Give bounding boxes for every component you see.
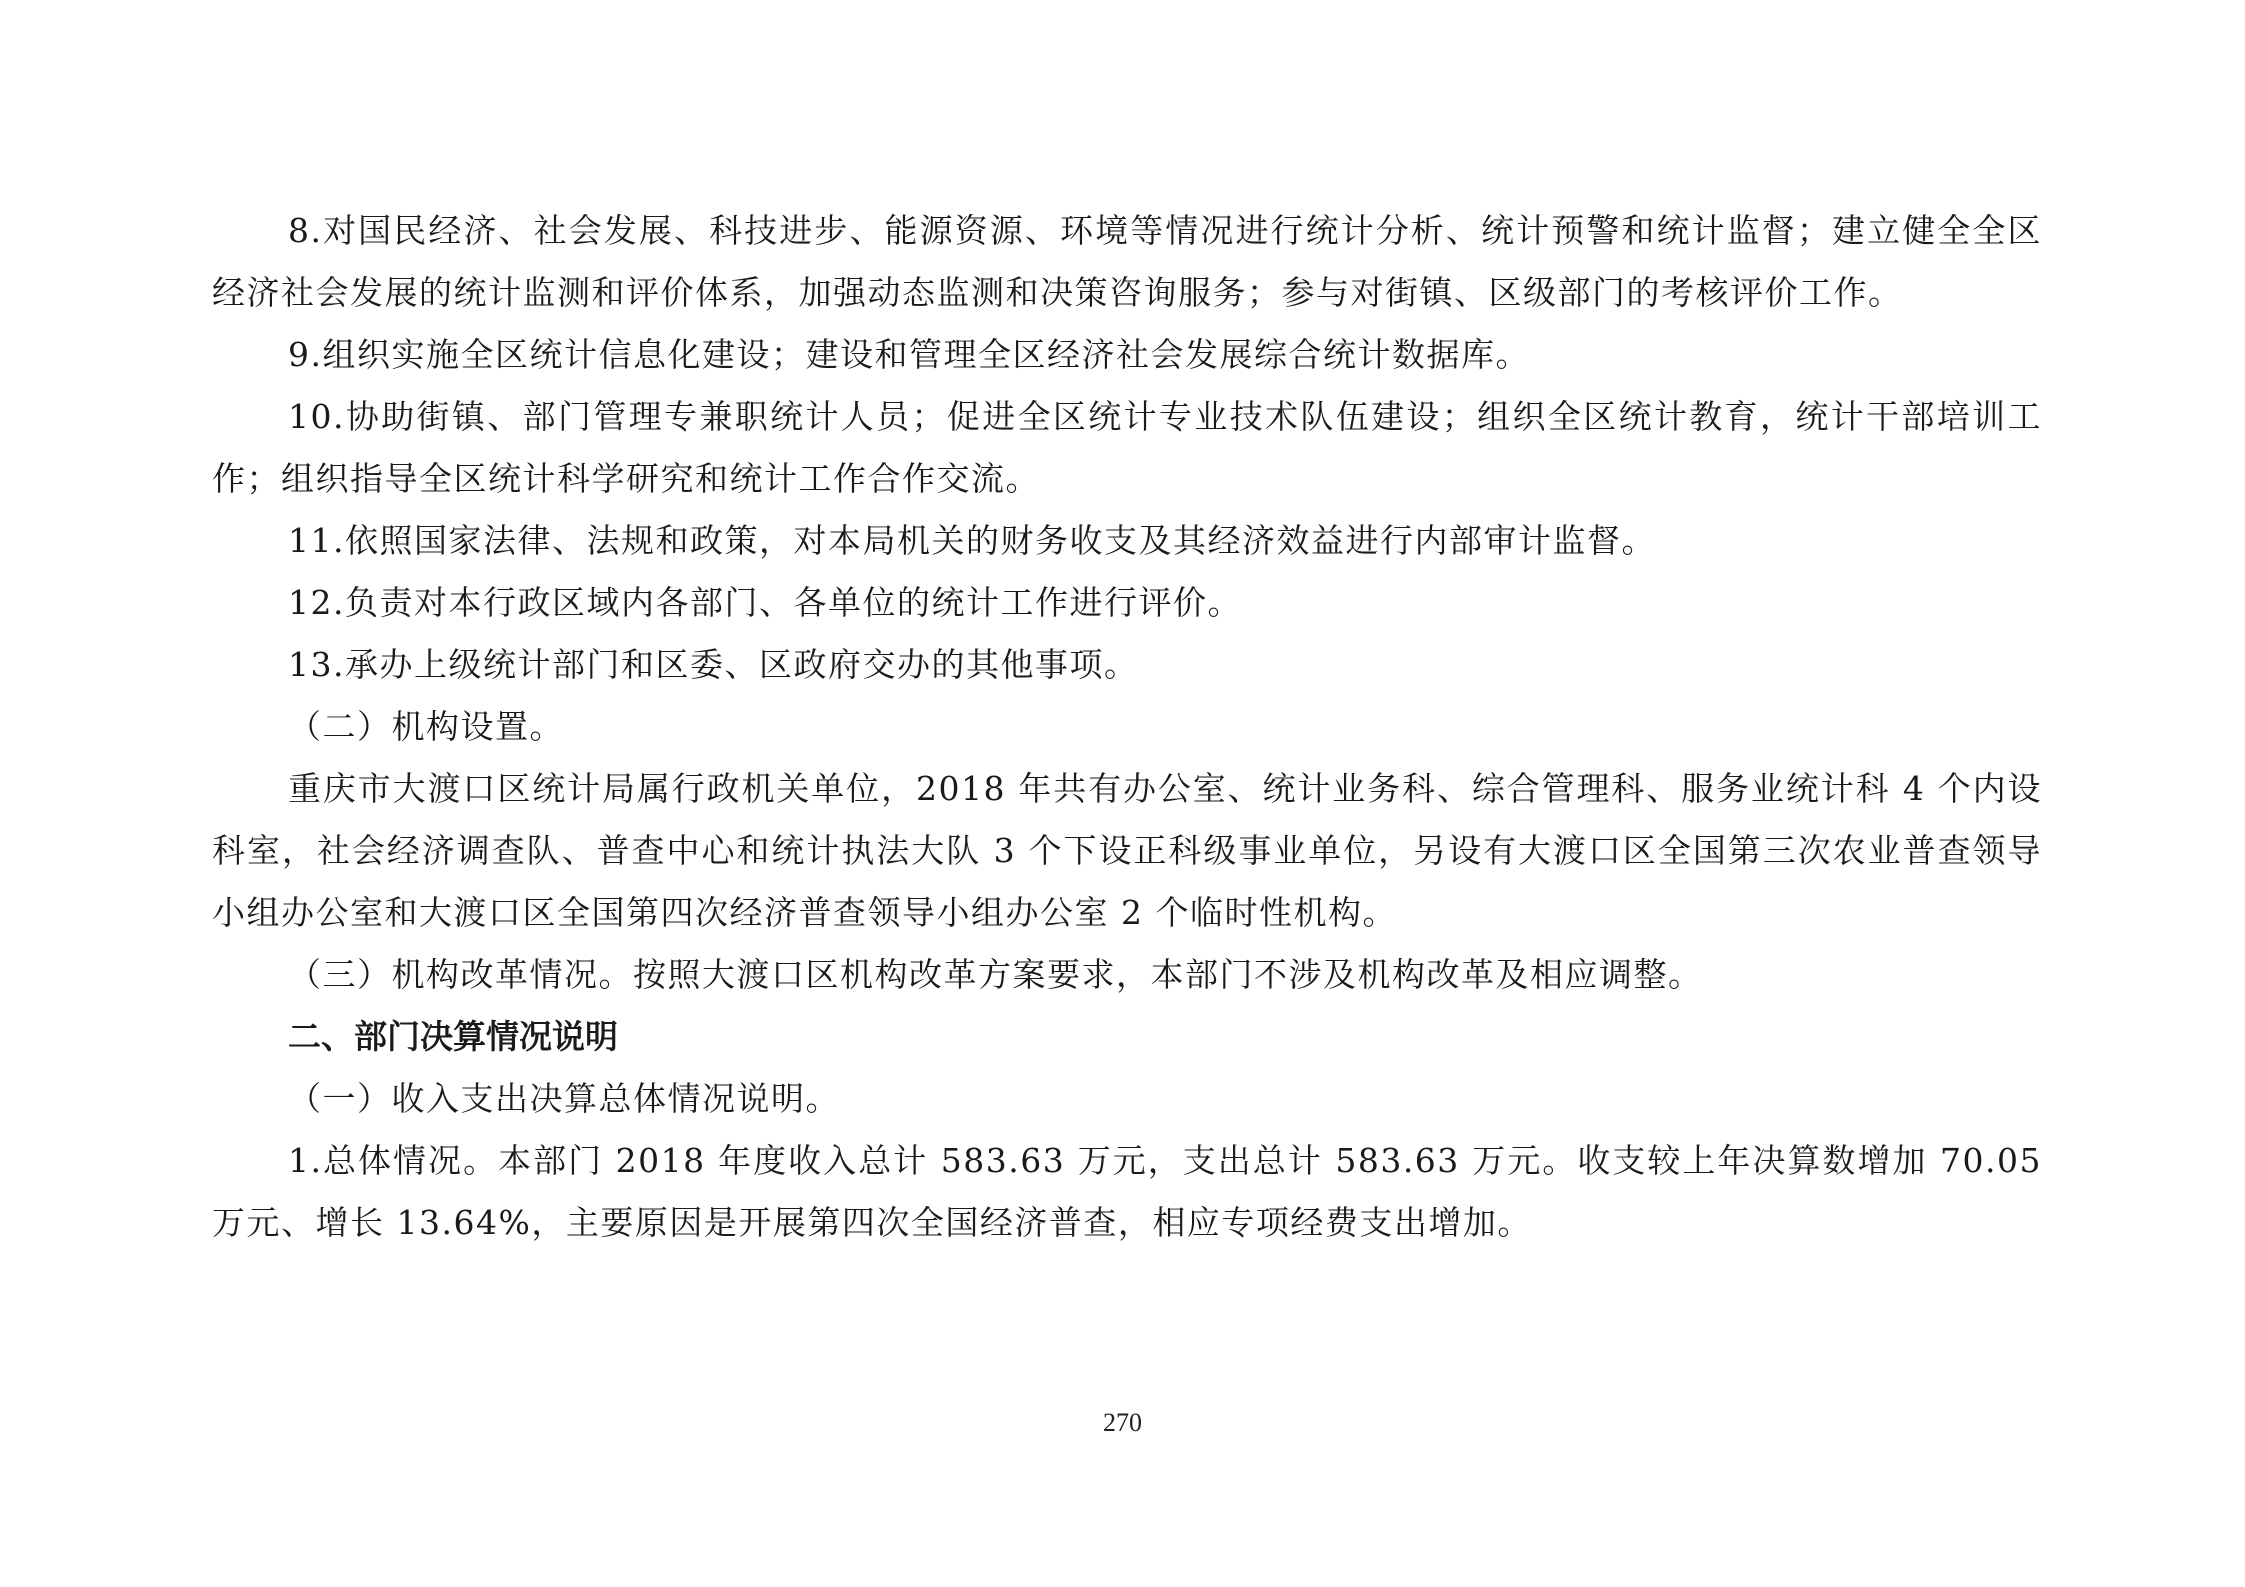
paragraph-item-9: 9.组织实施全区统计信息化建设；建设和管理全区经济社会发展综合统计数据库。 [288, 335, 1530, 374]
body-text [212, 200, 2042, 1254]
page-number: 270 [1103, 1408, 1142, 1437]
paragraph-organization-description: 重庆市大渡口区统计局属行政机关单位，2018 年共有办公室、统计业务科、综合管理科、服务业统计科 4 个内设科室，社会经济调查队、普查中心和统计执法大队 3 个下设正科级事业单位，另设有大渡口区全国第三次农业普查领导小组办公室和大渡口区全国第四次经济普查领导小组办公室 2 个临时性机构。 [212, 769, 2042, 932]
subheading-income-expenditure: （一）收入支出决算总体情况说明。 [288, 1079, 840, 1118]
paragraph-reform-status: （三）机构改革情况。按照大渡口区机构改革方案要求，本部门不涉及机构改革及相应调整。 [288, 955, 1703, 994]
paragraph-overall-situation: 1.总体情况。本部门 2018 年度收入总计 583.63 万元，支出总计 583.63 万元。收支较上年决算数增加 70.05 万元、增长 13.64%，主要原因是开展第四次全国经济普查，相应专项经费支出增加。 [212, 1141, 2042, 1242]
paragraph-item-8: 8.对国民经济、社会发展、科技进步、能源资源、环境等情况进行统计分析、统计预警和统计监督；建立健全全区经济社会发展的统计监测和评价体系，加强动态监测和决策咨询服务；参与对街镇、区级部门的考核评价工作。 [212, 211, 2042, 312]
paragraph-item-12: 12.负责对本行政区域内各部门、各单位的统计工作进行评价。 [288, 583, 1242, 622]
paragraph-item-13: 13.承办上级统计部门和区委、区政府交办的其他事项。 [288, 645, 1139, 684]
paragraph-item-11: 11.依照国家法律、法规和政策，对本局机关的财务收支及其经济效益进行内部审计监督。 [288, 521, 1656, 560]
subheading-organization-setup: （二）机构设置。 [288, 707, 564, 746]
section-heading-final-accounts: 二、部门决算情况说明 [288, 1017, 618, 1056]
paragraph-item-10: 10.协助街镇、部门管理专兼职统计人员；促进全区统计专业技术队伍建设；组织全区统计教育，统计干部培训工作；组织指导全区统计科学研究和统计工作合作交流。 [212, 397, 2042, 498]
